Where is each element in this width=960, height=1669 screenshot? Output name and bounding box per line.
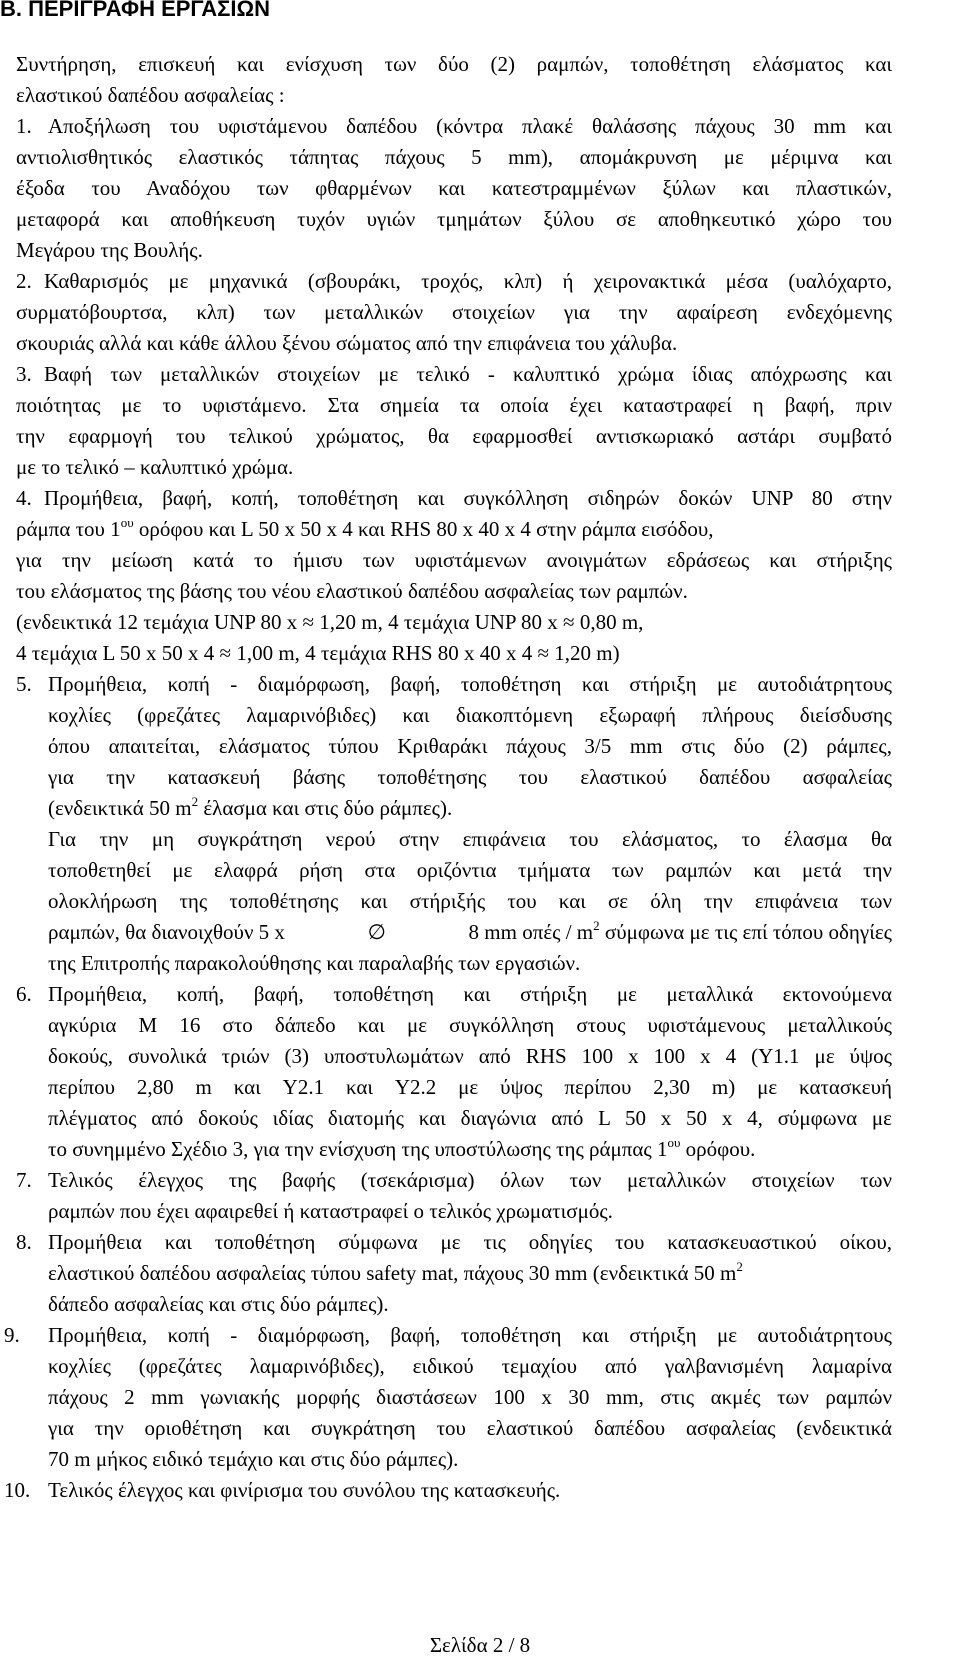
item-line: για την κατασκευή βάσης τοποθέτησης του ελαστικού δαπέδου ασφαλείας xyxy=(48,765,892,789)
item-line-text: ράμπα του 1 xyxy=(16,517,121,541)
item-line: ολοκλήρωση της τοποθέτησης και στήριξής του και σε όλη την επιφάνεια των xyxy=(48,889,892,913)
item-line: την εφαρμογή του τελικού χρώματος, θα εφαρμοσθεί αντισκωριακό αστάρι συμβατό xyxy=(16,424,892,448)
item-line: Τελικός έλεγχος και φινίρισμα του συνόλου της κατασκευής. xyxy=(48,1478,561,1502)
item-line xyxy=(48,917,892,947)
item-line-text: ραμπών, θα διανοιχθούν 5 x xyxy=(48,920,285,944)
item-number: 9. xyxy=(4,1323,20,1347)
item-line xyxy=(48,1258,743,1288)
intro-line: Συντήρηση, επισκευή και ενίσχυση των δύο (2) ραμπών, τοποθέτηση ελάσματος και xyxy=(16,52,892,76)
item-line-text: το συνημμένο Σχέδιο 3, για την ενίσχυση της υποστύλωσης της ράμπας 1 xyxy=(48,1137,668,1161)
item-line: συρματόβουρτσα, κλπ) των μεταλλικών στοιχείων για την αφαίρεση ενδεχόμενης xyxy=(16,300,892,324)
item-line: Προμήθεια, βαφή, κοπή, τοποθέτηση και συγκόλληση σιδηρών δοκών UNP 80 στην xyxy=(44,486,892,510)
item-line: πάχους 2 mm γωνιακής μορφής διαστάσεων 100 x 30 mm, στις ακμές των ραμπών xyxy=(48,1385,892,1409)
item-line: δοκούς, συνολικά τριών (3) υποστυλωμάτων από RHS 100 x 100 x 4 (Y1.1 με ύψος xyxy=(48,1044,892,1068)
item-line-text: σύμφωνα με τις επί τόπου οδηγίες xyxy=(599,920,892,944)
item-line: Προμήθεια και τοποθέτηση σύμφωνα με τις οδηγίες του κατασκευαστικού οίκου, xyxy=(48,1230,892,1254)
item-number: 5. xyxy=(16,672,32,696)
item-line: Προμήθεια, κοπή, βαφή, τοποθέτηση και στήριξη με μεταλλικά εκτονούμενα xyxy=(48,982,892,1006)
item-line: σκουριάς αλλά και κάθε άλλου ξένου σώματος από την επιφάνεια του χάλυβα. xyxy=(16,331,678,355)
item-line-text: (ενδεικτικά 50 m xyxy=(48,796,192,820)
item-line-text: 8 mm οπές / m xyxy=(468,920,594,944)
item-line: Για την μη συγκράτηση νερού στην επιφάνεια του ελάσματος, το έλασμα θα xyxy=(48,827,892,851)
item-number: 1. xyxy=(16,114,32,138)
item-number: 6. xyxy=(16,982,32,1006)
item-number: 7. xyxy=(16,1168,32,1192)
item-number: 10. xyxy=(4,1478,31,1502)
item-number: 8. xyxy=(16,1230,32,1254)
superscript: ου xyxy=(120,515,134,530)
item-number: 4. xyxy=(16,486,32,510)
item-line: αντιολισθητικός ελαστικός τάπητας πάχους 5 mm), απομάκρυνση με μέριμνα και xyxy=(16,145,892,169)
item-line xyxy=(16,514,714,544)
item-line: 70 m μήκος ειδικό τεμάχιο και στις δύο ράμπες). xyxy=(48,1447,459,1471)
item-number: 2. xyxy=(16,269,32,293)
superscript: ου xyxy=(667,1135,681,1150)
item-line: έξοδα του Αναδόχου των φθαρμένων και κατεστραμμένων ξύλων και πλαστικών, xyxy=(16,176,892,200)
item-line: κοχλίες (φρεζάτες λαμαρινόβιδες), ειδικού τεμαχίου από γαλβανισμένη λαμαρίνα xyxy=(48,1354,892,1378)
intro-line: ελαστικού δαπέδου ασφαλείας : xyxy=(16,83,285,107)
item-line: δάπεδο ασφαλείας και στις δύο ράμπες). xyxy=(48,1292,389,1316)
item-line xyxy=(48,1134,755,1164)
item-line: τοποθετηθεί με ελαφρά ρήση στα οριζόντια τμήματα των ραμπών και μετά την xyxy=(48,858,892,882)
superscript: 2 xyxy=(736,1259,743,1274)
item-line: αγκύρια Μ 16 στο δάπεδο και με συγκόλληση στους υφιστάμενους μεταλλικούς xyxy=(48,1013,892,1037)
item-line: περίπου 2,80 m και Y2.1 και Y2.2 με ύψος περίπου 2,30 m) με κατασκευή xyxy=(48,1075,892,1099)
item-line: Καθαρισμός με μηχανικά (σβουράκι, τροχός, κλπ) ή χειρονακτικά μέσα (υαλόχαρτο, xyxy=(44,269,892,293)
item-line: ποιότητας με το υφιστάμενο. Στα σημεία τα οποία έχει καταστραφεί η βαφή, πριν xyxy=(16,393,892,417)
item-line: (ενδεικτικά 12 τεμάχια UNP 80 x ≈ 1,20 m, 4 τεμάχια UNP 80 x ≈ 0,80 m, xyxy=(16,610,644,634)
item-line-text: ελαστικού δαπέδου ασφαλείας τύπου safety mat, πάχους 30 mm (ενδεικτικά 50 m xyxy=(48,1261,737,1285)
superscript: 2 xyxy=(593,918,600,933)
item-line: Τελικός έλεγχος της βαφής (τσεκάρισμα) όλων των μεταλλικών στοιχείων των xyxy=(48,1168,892,1192)
item-line: Βαφή των μεταλλικών στοιχείων με τελικό - καλυπτικό χρώμα ίδιας απόχρωσης και xyxy=(44,362,892,386)
item-line: όπου απαιτείται, ελάσματος τύπου Κριθαράκι πάχους 3/5 mm στις δύο (2) ράμπες, xyxy=(48,734,892,758)
diameter-icon: ∅ xyxy=(367,920,386,944)
item-line: Προμήθεια, κοπή - διαμόρφωση, βαφή, τοποθέτηση και στήριξη με αυτοδιάτρητους xyxy=(48,1323,892,1347)
page-number: Σελίδα 2 / 8 xyxy=(429,1633,531,1657)
item-line-text: ορόφου και L 50 x 50 x 4 και RHS 80 x 40 x 4 στην ράμπα εισόδου, xyxy=(133,517,714,541)
item-line: κοχλίες (φρεζάτες λαμαρινόβιδες) και διακοπτόμενη εξωραφή πλήρους διείσδυσης xyxy=(48,703,892,727)
item-line: πλέγματος από δοκούς ιδίας διατομής και διαγώνια από L 50 x 50 x 4, σύμφωνα με xyxy=(48,1106,892,1130)
item-line: Μεγάρου της Βουλής. xyxy=(16,238,203,262)
item-line: για την μείωση κατά το ήμισυ των υφιστάμενων ανοιγμάτων εδράσεως και στήριξης xyxy=(16,548,892,572)
item-line: Προμήθεια, κοπή - διαμόρφωση, βαφή, τοποθέτηση και στήριξη με αυτοδιάτρητους xyxy=(48,672,892,696)
superscript: 2 xyxy=(191,794,199,809)
item-line: Αποξήλωση του υφιστάμενου δαπέδου (κόντρα πλακέ θαλάσσης πάχους 30 mm και xyxy=(48,114,892,138)
item-line: μεταφορά και αποθήκευση τυχόν υγιών τμημάτων ξύλου σε αποθηκευτικό χώρο του xyxy=(16,207,892,231)
item-line-text: έλασμα και στις δύο ράμπες). xyxy=(198,796,453,820)
item-line: 4 τεμάχια L 50 x 50 x 4 ≈ 1,00 m, 4 τεμάχια RHS 80 x 40 x 4 ≈ 1,20 m) xyxy=(16,641,620,665)
item-line: του ελάσματος της βάσης του νέου ελαστικού δαπέδου ασφαλείας των ραμπών. xyxy=(16,579,688,603)
item-line: με το τελικό – καλυπτικό χρώμα. xyxy=(16,455,294,479)
section-heading: Β. ΠΕΡΙΓΡΑΦΗ ΕΡΓΑΣΙΩΝ xyxy=(0,0,270,21)
item-number: 3. xyxy=(16,362,32,386)
item-line-text xyxy=(469,917,892,947)
item-line-text: ορόφου. xyxy=(680,1137,756,1161)
item-line: ραμπών που έχει αφαιρεθεί ή καταστραφεί ο τελικός χρωματισμός. xyxy=(48,1199,613,1223)
item-line: της Επιτροπής παρακολούθησης και παραλαβής των εργασιών. xyxy=(48,951,581,975)
item-line: για την οριοθέτηση και συγκράτηση του ελαστικού δαπέδου ασφαλείας (ενδεικτικά xyxy=(48,1416,892,1440)
item-line xyxy=(48,793,452,823)
